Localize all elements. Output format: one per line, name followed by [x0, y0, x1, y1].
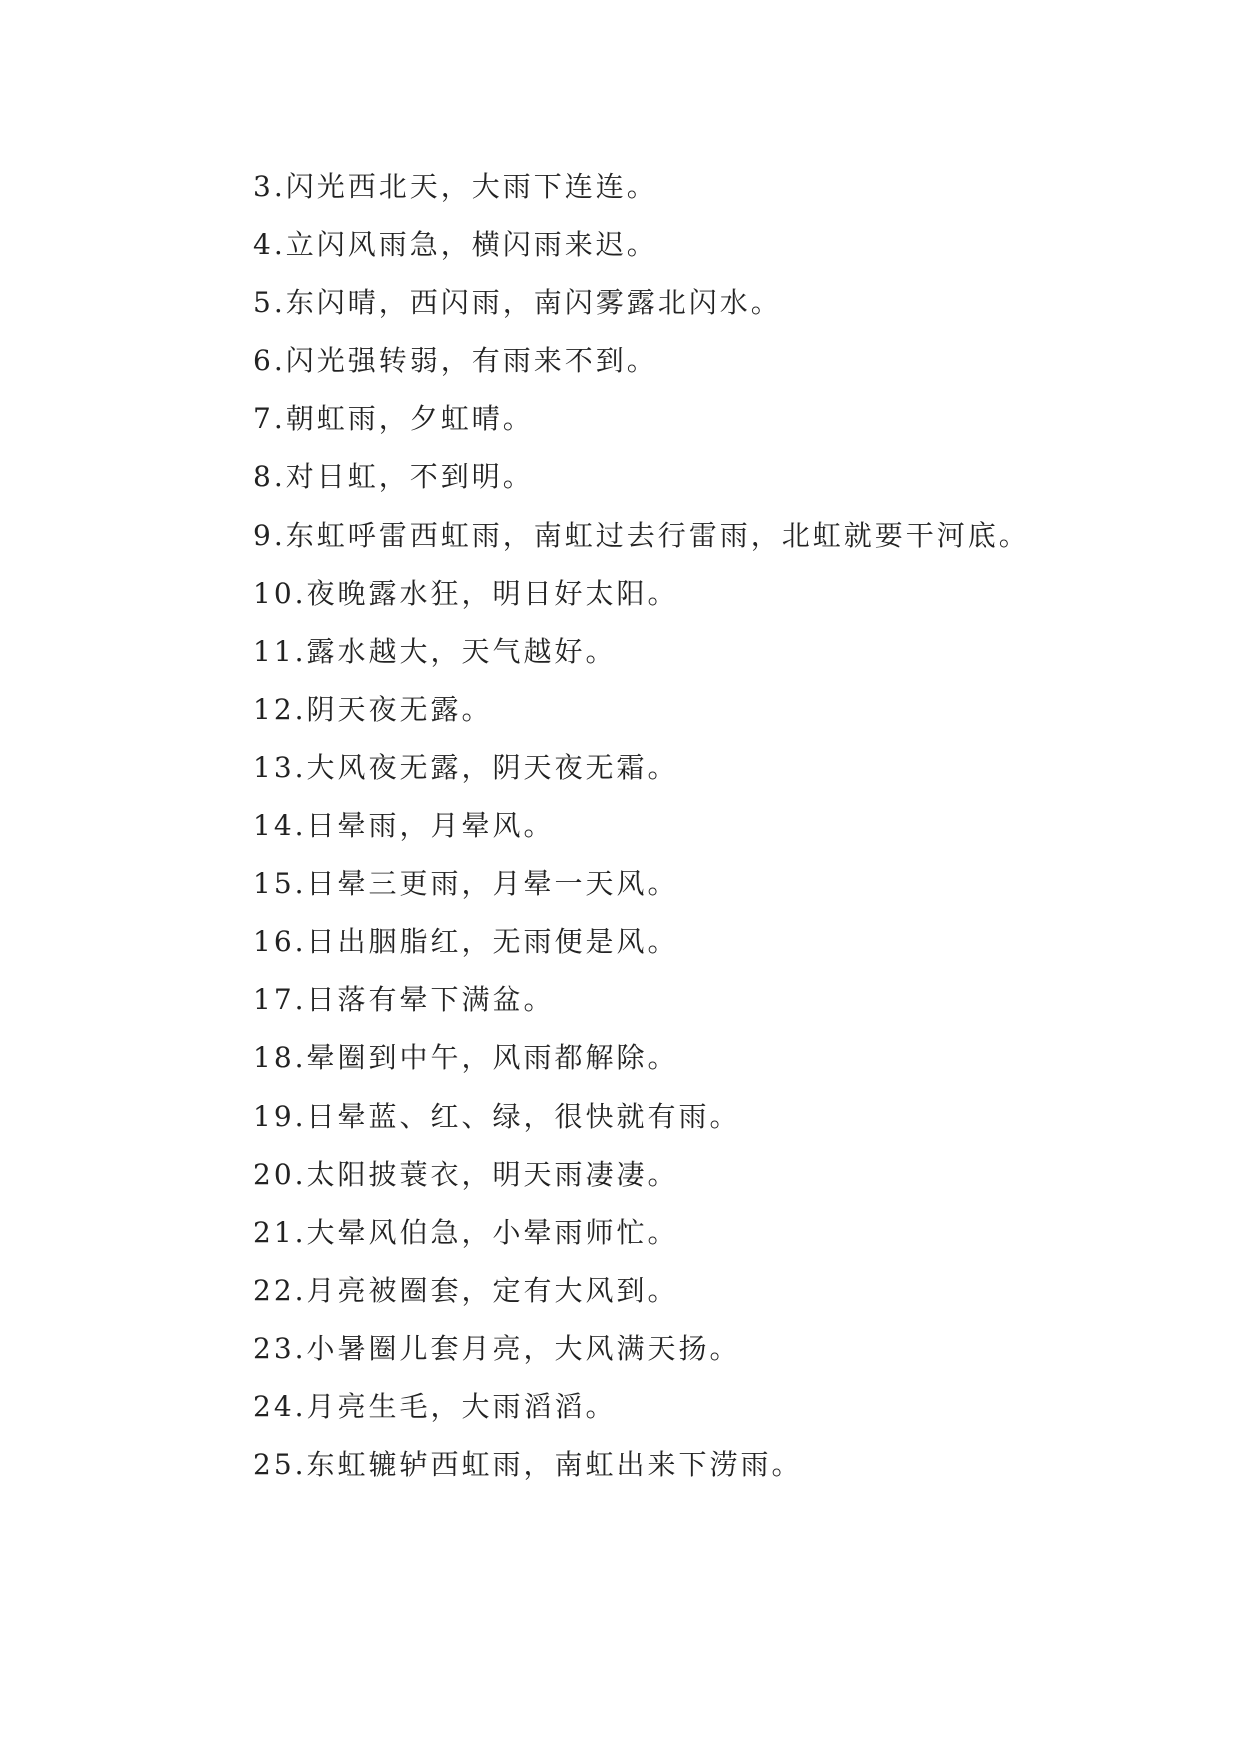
proverb-line: 17.日落有晕下满盆。 [253, 983, 555, 1017]
proverb-list [253, 158, 1153, 1494]
proverb-line: 20.太阳披蓑衣，明天雨凄凄。 [253, 1157, 679, 1191]
proverb-line: 8.对日虹，不到明。 [253, 460, 534, 494]
proverb-line: 10.夜晚露水狂，明日好太阳。 [253, 576, 679, 610]
proverb-line: 19.日晕蓝、红、绿，很快就有雨。 [253, 1099, 741, 1133]
proverb-line: 21.大晕风伯急，小晕雨师忙。 [253, 1215, 679, 1249]
proverb-line: 15.日晕三更雨，月晕一天风。 [253, 867, 679, 901]
proverb-line: 24.月亮生毛，大雨滔滔。 [253, 1389, 617, 1423]
proverb-line: 13.大风夜无露，阴天夜无霜。 [253, 750, 679, 784]
proverb-line: 11.露水越大，天气越好。 [253, 634, 617, 668]
proverb-line: 16.日出胭脂红，无雨便是风。 [253, 925, 679, 959]
proverb-line: 3.闪光西北天，大雨下连连。 [253, 170, 658, 203]
proverb-line: 22.月亮被圈套，定有大风到。 [253, 1273, 679, 1307]
proverb-line: 7.朝虹雨，夕虹晴。 [253, 402, 534, 436]
proverb-line: 23.小暑圈儿套月亮，大风满天扬。 [253, 1331, 741, 1365]
proverb-line: 5.东闪晴，西闪雨，南闪雾露北闪水。 [253, 286, 782, 320]
proverb-line: 12.阴天夜无露。 [253, 692, 493, 726]
proverb-line: 25.东虹辘轳西虹雨，南虹出来下涝雨。 [253, 1448, 803, 1482]
proverb-line: 14.日晕雨，月晕风。 [253, 809, 555, 843]
proverb-line: 4.立闪风雨急，横闪雨来迟。 [253, 228, 658, 262]
proverb-line: 6.闪光强转弱，有雨来不到。 [253, 344, 658, 378]
proverb-line: 9.东虹呼雷西虹雨，南虹过去行雷雨，北虹就要干河底。 [253, 518, 1030, 552]
proverb-line: 18.晕圈到中午，风雨都解除。 [253, 1041, 679, 1075]
